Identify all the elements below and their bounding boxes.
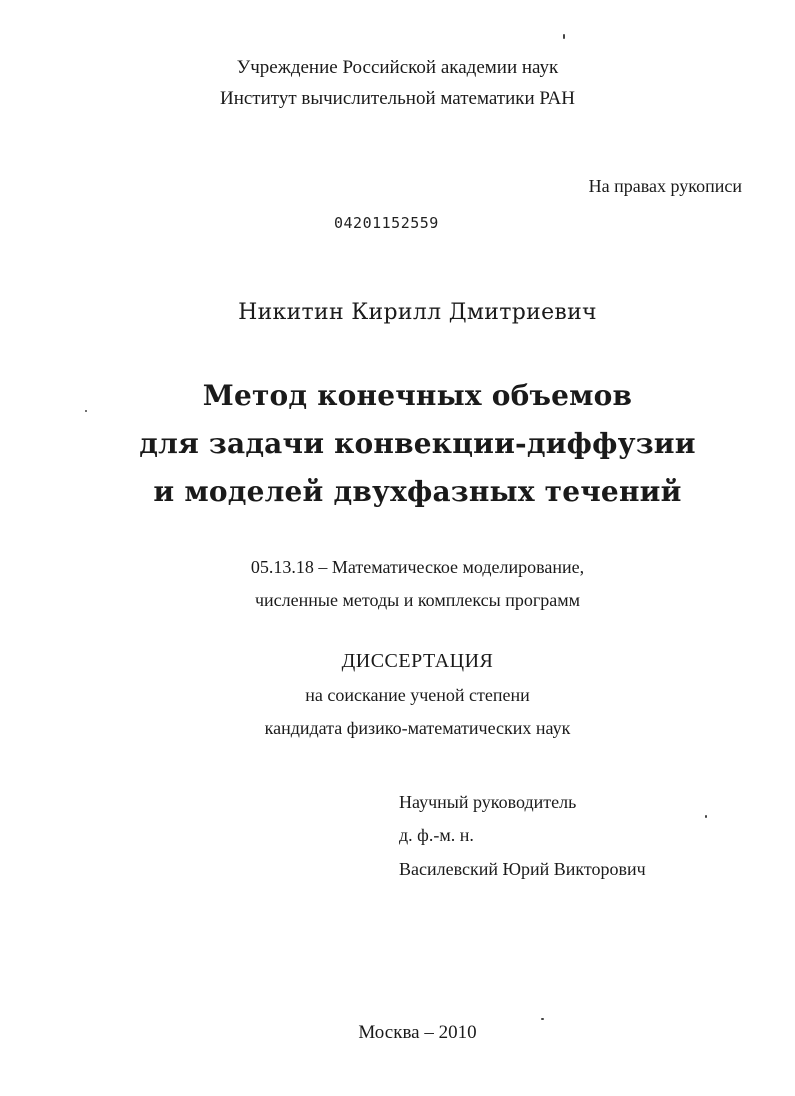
institution-line-2: Институт вычислительной математики РАН — [219, 88, 576, 109]
scan-speck — [85, 410, 87, 412]
specialty-line-1: 05.13.18 – Математическое моделирование, — [250, 557, 585, 577]
title-line-1: Метод конечных объемов — [202, 379, 633, 412]
institution-line-1: Учреждение Российской академии наук — [236, 57, 559, 78]
rights-note: На правах рукописи — [588, 176, 742, 196]
degree-line-1: на соискание ученой степени — [305, 685, 530, 705]
city-year: Москва – 2010 — [358, 1022, 477, 1043]
scan-speck — [563, 34, 565, 39]
degree-line-2: кандидата физико-математических наук — [264, 718, 571, 738]
scan-speck — [705, 815, 707, 818]
supervisor-name: Василевский Юрий Викторович — [399, 859, 646, 879]
supervisor-role: Научный руководитель — [399, 792, 577, 812]
specialty-line-2: численные методы и комплексы программ — [254, 590, 581, 610]
archive-stamp-number: 04201152559 — [334, 214, 439, 232]
dissertation-label: ДИССЕРТАЦИЯ — [341, 650, 494, 672]
scan-speck — [541, 1018, 544, 1020]
title-line-3: и моделей двухфазных течений — [153, 475, 682, 508]
title-line-2: для задачи конвекции-диффузии — [139, 427, 696, 460]
author-name: Никитин Кирилл Дмитриевич — [238, 300, 597, 325]
supervisor-degree: д. ф.-м. н. — [399, 825, 474, 845]
